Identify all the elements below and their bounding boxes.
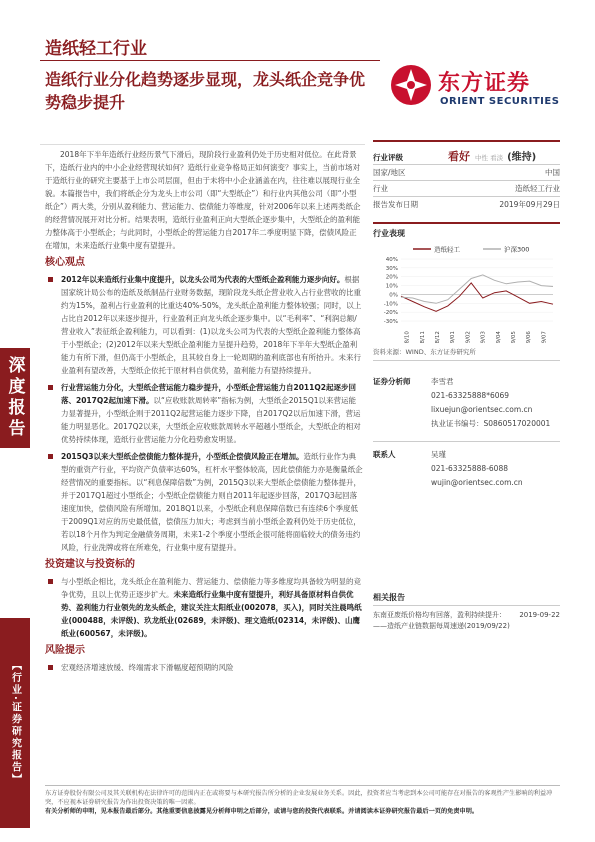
report-title: 造纸行业分化趋势逐步显现，龙头纸企竞争优势稳步提升 [45, 70, 366, 112]
x-tick-label: 19/02 [465, 331, 472, 343]
analyst-1-cert-row [373, 417, 560, 431]
invest-heading: 投资建议与投资标的 [45, 559, 135, 570]
analyst-1-email-row [373, 403, 560, 417]
core-point-1-text: 根据国家统计局公布的造纸及纸制品行业财务数据，现阶段龙头纸企营业收入占行业营收的比重约为15%，盈利占行业盈利的比重达40%-50%，龙头纸企盈利能力整体较强；同时，以上占比自2012年以来逐步提升，行业盈利正向龙头纸企逐步集中。以“毛利率”、“利润总额/营业收入”表征纸企盈利能力，可以看到：(1)以龙头公司为代表的大型纸企盈利能力整体高于小型纸企；(2)2012年以来大型纸企盈利能力呈提升趋势，2018年下半年大型纸企盈利能力有所下滑，但仍高于小型纸企，且其较自身上一轮周期的盈利底部也有所抬升。未来行业盈利有望改善，大型纸企依托于原材料自供优势，盈利能力有望持续提升。 [61, 275, 362, 375]
y-tick-label: 30% [385, 265, 398, 272]
info-value: 造纸轻工行业 [515, 184, 560, 193]
y-tick-label: 10% [385, 283, 398, 290]
header-divider [40, 60, 380, 61]
risk-heading: 风险提示 [45, 645, 85, 656]
core-point-2-bold: 行业营运能力分化，大型纸企营运能力稳步提升，小型纸企营运能力自2011Q2起逐步回落、2017Q2起加速下滑。 [61, 383, 356, 405]
risk-text: 宏观经济增速放缓、终端需求下滑幅度超预期的风险 [61, 663, 234, 672]
analyst-2-title: 联系人 [373, 450, 396, 459]
spacer [373, 476, 431, 490]
core-point-1 [45, 273, 363, 377]
risk-point [45, 661, 363, 674]
series-line [401, 275, 553, 303]
logo-chinese-name: 东方证券 [438, 71, 531, 96]
core-point-3 [45, 450, 363, 554]
industry-header: 造纸轻工行业 [45, 39, 147, 59]
analyst-1-email[interactable]: lixuejun@orientsec.com.cn [431, 405, 533, 414]
x-tick-label: 19/07 [541, 331, 548, 343]
report-type-label: 深度报告 [4, 356, 25, 440]
orient-logo-icon [390, 64, 432, 106]
left-column-divider [40, 144, 365, 145]
analyst-1-phone: 021-63325888*6069 [431, 391, 510, 400]
related-item-title: 东南亚废纸价格均有回落，盈利持续提升： [373, 611, 506, 619]
sidebar-info [373, 140, 560, 490]
x-tick-label: 19/01 [450, 331, 457, 343]
report-category-band [0, 618, 30, 828]
spacer [373, 403, 431, 417]
x-tick-label: 18/12 [435, 331, 441, 343]
sidebar [0, 0, 30, 842]
info-row-industry [373, 180, 560, 196]
info-row-date [373, 196, 560, 212]
legend-label: 造纸轻工 [434, 245, 460, 254]
x-tick-label: 19/05 [511, 331, 517, 343]
analyst-2-phone-row [373, 462, 560, 476]
y-tick-label: -30% [383, 319, 398, 325]
info-value: 中国 [545, 168, 560, 177]
rating-value: 看好 [448, 150, 470, 163]
rating-keep: (维持) [507, 152, 537, 163]
analyst-2-name-row [373, 448, 560, 462]
info-key: 报告发布日期 [373, 200, 418, 209]
related-item-title: ——造纸产业链数据每周速递(2019/09/22) [373, 622, 510, 630]
chart-source: 资料来源：WIND、东方证券研究所 [373, 347, 560, 361]
report-category-label: 【行业·证券研究报告】 [9, 660, 21, 786]
main-content [45, 148, 363, 678]
invest-point [45, 575, 363, 640]
analyst-2-name: 吴瑾 [431, 450, 446, 459]
intro-paragraph: 2018年下半年造纸行业经历景气下滑后，现阶段行业盈利仍处于历史相对低位。在此背景下，造纸行业内的中小企业经营现状如何？造纸行业竞争格局正如何演变？事实上，当前市场对于造纸行业的研究主要基于上市公司层面，但由于未将中小企业涵盖在内，往往难以展现行业全貌。本篇报告中，我们将纸企分为龙头上市公司（即“大型纸企”）和行业内其他公司（即“小型纸企”）两大类，分别从盈利能力、营运能力、偿债能力等维度，针对2006年以来上述两类纸企的经营情况展开对比分析。结果表明，造纸行业盈利正向大型纸企逐步集中，大型纸企的盈利能力整体高于小型纸企；与此同时，小型纸企的营运能力自2017年二季度明显下降，偿债风险正在增加，未来造纸行业集中度有望提升。 [45, 150, 361, 250]
legend-label: 沪深300 [504, 245, 530, 254]
x-tick-label: 18/10 [404, 331, 411, 343]
disclaimer-strong: 有关分析师的申明，见本报告最后部分。其他重要信息披露见分析师申明之后部分，或请与您的投资代表联系。并请阅读本证券研究报告最后一页的免责申明。 [45, 808, 479, 815]
analyst-block-2 [373, 441, 560, 490]
info-key: 国家/地区 [373, 168, 406, 177]
info-key: 行业 [373, 184, 388, 193]
analyst-2-email-row [373, 476, 560, 490]
y-tick-label: 20% [385, 274, 398, 281]
x-tick-label: 19/06 [526, 331, 533, 343]
info-row-region [373, 164, 560, 180]
analyst-2-email[interactable]: wujin@orientsec.com.cn [431, 478, 523, 487]
related-reports [373, 592, 560, 632]
core-point-3-text: 造纸行业作为典型的重资产行业，平均资产负债率达60%，杠杆水平整体较高，因此偿债能力亦是衡量纸企经营情况的重要指标。以“利息保障倍数”为例，2015Q3以来大型纸企偿债能力整体提升，并于2017Q1超过小型纸企；小型纸企偿债能力则自2011年起逐步回落，2017Q3起回落速度加快，偿债风险有所增加。2018Q1以来，小型纸企利息保障倍数已有连续6个季度低于2009Q1对应的历史最低值，偿债压力加大；考虑到当前小型纸企盈利仍处于历史低位，若以18个月作为判定金融债务周期，未来1-2个季度小型纸企很可能将面临较大的债务违约风险，行业洗牌或将在所难免，行业集中度有望提升。 [61, 452, 363, 552]
related-item[interactable] [373, 610, 560, 621]
spacer [373, 389, 431, 403]
core-point-1-bold: 2012年以来造纸行业集中度提升，以龙头公司为代表的大型纸企盈利能力逐步向好。 [61, 275, 345, 284]
related-heading: 相关报告 [373, 592, 560, 606]
x-tick-label: 18/11 [419, 331, 426, 343]
analyst-2-phone: 021-63325888-6088 [431, 464, 508, 473]
analyst-1-title: 证券分析师 [373, 377, 411, 386]
related-item[interactable] [373, 621, 560, 632]
core-point-2-text: 以“应收账款周转率”指标为例，大型纸企2015Q1以来营运能力显著提升，小型纸企则于2011Q2起营运能力逐步下降，自2017Q2以后加速下滑，营运能力明显恶化。2017Q2以来，大型纸企应收账款周转水平超越小型纸企，大型纸企的相对优势持续体现，造纸行业营运能力分化趋势愈发明显。 [61, 396, 361, 444]
spacer [373, 462, 431, 476]
core-heading: 核心观点 [45, 257, 85, 268]
analyst-1-phone-row [373, 389, 560, 403]
invest-text: 与小型纸企相比，龙头纸企在盈利能力、营运能力、偿债能力等多维度均具备较为明显的竞争优势，且以上优势正逐步扩大。 [61, 577, 361, 599]
core-point-3-bold: 2015Q3以来大型纸企偿债能力整体提升，小型纸企偿债风险正在增加。 [61, 452, 304, 461]
logo-english-name: ORIENT SECURITIES [440, 96, 560, 107]
core-point-2 [45, 381, 363, 446]
x-tick-label: 19/04 [495, 331, 502, 343]
y-tick-label: -20% [383, 310, 398, 317]
report-type-band [0, 348, 30, 448]
analyst-1-cert: 执业证书编号：S0860517020001 [431, 419, 551, 428]
rating-row [373, 140, 560, 164]
rating-label: 行业评级 [373, 153, 403, 162]
chart-title: 行业表现 [373, 222, 560, 239]
disclaimer-text: 东方证券股份有限公司及其关联机构在法律许可的范围内正在或将要与本研究报告所分析的企业发展业务关系。因此，投资者应当考虑到本公司可能存在对报告的客观性产生影响的利益冲突，不应视本证券研究报告为作出投资决策的唯一因素。 [45, 790, 553, 806]
rating-options: 中性 看淡 [475, 154, 504, 162]
performance-chart [373, 243, 560, 343]
disclaimer [45, 785, 560, 816]
company-logo [390, 60, 565, 120]
analyst-block-1 [373, 375, 560, 431]
y-tick-label: 40% [385, 257, 398, 263]
x-tick-label: 19/03 [480, 331, 487, 343]
invest-bold: 未来造纸行业集中度有望提升，利好具备原材料自供优势、盈利能力行业领先的龙头纸企，建议关注太阳纸业(002078，买入)，同时关注晨鸣纸业(000488，未评级)、玖龙纸业(02689，未评级)、理文造纸(02314，未评级)、山鹰纸业(600567，未评级)。 [61, 590, 362, 638]
analyst-1-name-row [373, 375, 560, 389]
spacer [373, 417, 431, 431]
analyst-1-name: 李雪君 [431, 377, 454, 386]
series-line [401, 283, 553, 311]
y-tick-label: -10% [383, 301, 398, 308]
y-tick-label: 0% [389, 292, 398, 299]
info-value: 2019年09月29日 [499, 200, 560, 209]
related-item-date: 2019-09-22 [519, 611, 560, 619]
